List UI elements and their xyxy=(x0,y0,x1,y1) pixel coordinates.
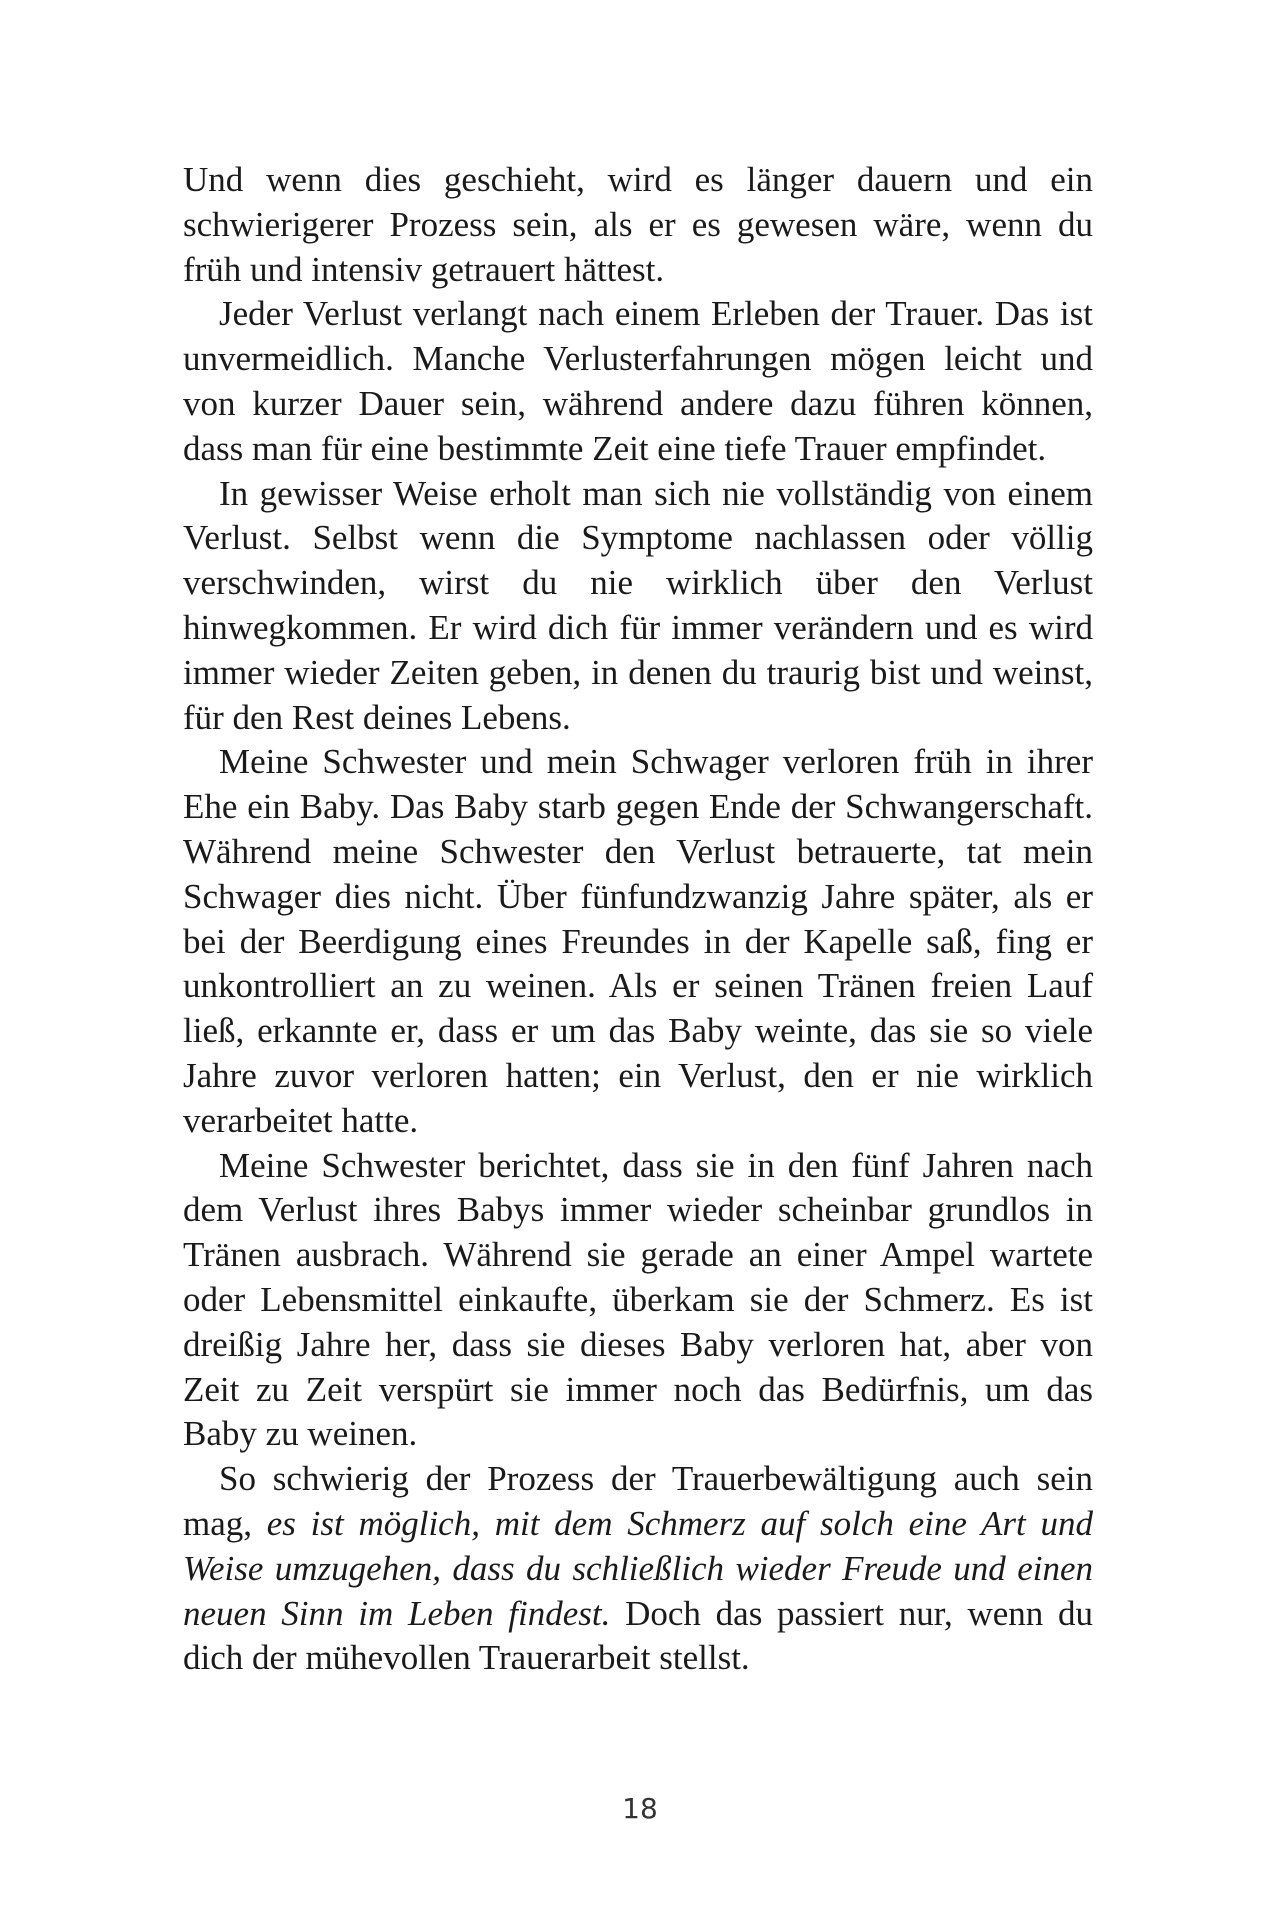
emphasized-text: es ist möglich, mit dem Schmerz auf solch eine Art und Weise umzugehen, dass du schließlich wieder Freude und einen neuen Sinn im Leben findest. xyxy=(183,1503,1093,1633)
paragraph: In gewisser Weise erholt man sich nie vollständig von einem Verlust. Selbst wenn die Symptome nachlassen oder völlig verschwinden, wirst du nie wirklich über den Verlust hinwegkommen. Er wird dich für immer verändern und es wird immer wieder Zeiten geben, in denen du traurig bist und weinst, für den Rest deines Lebens. xyxy=(183,473,1093,737)
paragraph-closing xyxy=(183,1457,1093,1681)
paragraph: Jeder Verlust verlangt nach einem Erleben der Trauer. Das ist unvermeidlich. Manche Verlusterfahrungen mögen leicht und von kurzer Dauer sein, während andere dazu führen können, dass man für eine bestimmte Zeit eine tiefe Trauer empfindet. xyxy=(183,294,1093,468)
paragraph: Und wenn dies geschieht, wird es länger dauern und ein schwierigerer Prozess sein, als er es gewesen wäre, wenn du früh und intensiv getrauert hättest. xyxy=(183,160,1093,289)
paragraph-text: So schwierig der Prozess der Trauerbewältigung auch sein mag, xyxy=(183,1459,1093,1543)
paragraph: Meine Schwester berichtet, dass sie in den fünf Jahren nach dem Verlust ihres Babys immer wieder scheinbar grundlos in Tränen ausbrach. Während sie gerade an einer Ampel wartete oder Lebensmittel einkaufte, überkam sie der Schmerz. Es ist dreißig Jahre her, dass sie dieses Baby verloren hat, aber von Zeit zu Zeit verspürt sie immer noch das Bedürfnis, um das Baby zu weinen. xyxy=(183,1145,1093,1454)
paragraph: Meine Schwester und mein Schwager verloren früh in ihrer Ehe ein Baby. Das Baby starb gegen Ende der Schwangerschaft. Während meine Schwester den Verlust betrauerte, tat mein Schwager dies nicht. Über fünfundzwanzig Jahre später, als er bei der Beerdigung eines Freundes in der Kapelle saß, fing er unkontrolliert an zu weinen. Als er seinen Tränen freien Lauf ließ, erkannte er, dass er um das Baby weinte, das sie so viele Jahre zuvor verloren hatten; ein Verlust, den er nie wirklich verarbeitet hatte. xyxy=(183,742,1093,1140)
page-number: 18 xyxy=(622,1792,658,1825)
body-text xyxy=(183,158,1093,1681)
paragraph-text: Doch das passiert nur, wenn du dich der mühevollen Trauerarbeit stellst. xyxy=(183,1593,1094,1678)
